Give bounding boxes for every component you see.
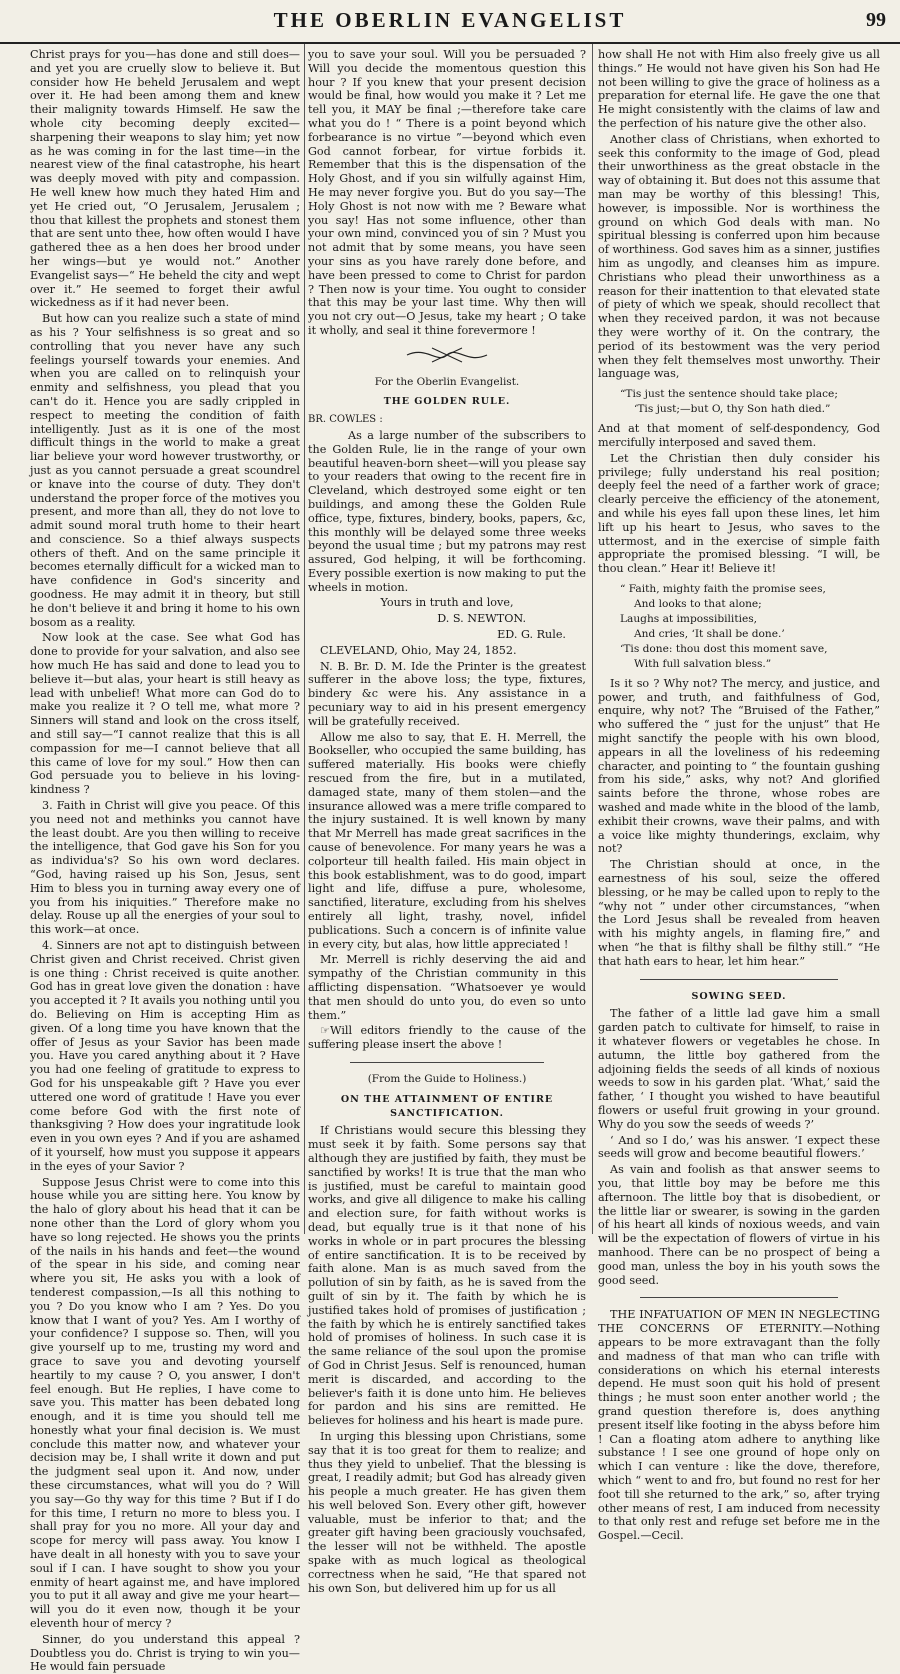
divider: [640, 979, 837, 980]
article-source: For the Oberlin Evangelist.: [374, 375, 520, 388]
divider: [350, 1062, 545, 1063]
poem-line: Laughs at impossibilities,: [620, 612, 758, 625]
page-title: THE OBERLIN EVANGELIST: [273, 8, 627, 32]
letter-dateline: CLEVELAND, Ohio, May 24, 1852.: [320, 643, 517, 657]
article-paragraph: Sinner, do you understand this appeal ? Doubtless you do. Christ is trying to win you—He would fain persuade: [30, 1632, 300, 1674]
column-rule: [304, 44, 305, 1234]
article-heading: ON THE ATTAINMENT OF ENTIRE SANCTIFICATION.: [340, 1093, 554, 1119]
article-paragraph: Mr. Merrell is richly deserving the aid and sympathy of the Christian community in this afflicting dispensation. “Whatsoever ye would that men should do unto you, do even so unto them.”: [308, 953, 586, 1022]
article-paragraph: If Christians would secure this blessing they must seek it by faith. Some persons say that although they are justified by faith, they must be sanctified by works! It is true that the man who is justified, must be careful to maintain good works, and give all diligence to make his calling and election sure, for faith without works is dead, but equally true is it that none of his works in whole or in part procures the blessing of entire sanctification. It is to be received by faith alone. Man is as much saved from the pollution of sin by faith, as he is saved from the guilt of sin by it. The faith by which he is justified takes hold of promises of justification ; the faith by which he is entirely sanctified takes hold of promises of holiness. In such case it is the same reliance of the soul upon the promise of God in Christ Jesus. Self is renounced, human merit is discarded, and according to the believer's faith it is done unto him. He believes for pardon and his sins are remitted. He believes for holiness and his heart is made pure.: [308, 1124, 586, 1428]
column-rule: [592, 44, 593, 1234]
article-heading: THE GOLDEN RULE.: [383, 396, 511, 408]
poem-line: “Tis just the sentence should take place;: [620, 388, 838, 401]
column-1: [30, 48, 300, 1674]
article-paragraph: THE INFATUATION OF MEN IN NEGLECTING THE CONCERNS OF ETERNITY.—Nothing appears to be more extravagant than the folly and madness of that man who can trifle with considerations on which his eternal interests depend. He must soon quit his hold of present things ; he must soon enter another world ; the grand question therefore is, does anything present itself like footing in the abyss before him ! Can a floating atom adhere to anything like substance ! I see one ground of hope only on which I can venture : like the dove, therefore, which “ went to and fro, but found no rest for her foot till she returned to the ark,” so, after trying other means of rest, I am induced from necessity to that only rest and refuge set before me in the Gospel.—Cecil.: [598, 1308, 880, 1543]
article-heading: SOWING SEED.: [691, 990, 787, 1002]
letter-body: As a large number of the subscribers to the Golden Rule, lie in the range of your own beautiful heaven-born sheet—will you please say to your readers that owing to the recent fire in Cleveland, which destroyed some eight or ten buildings, and among these the Golden Rule office, type, fixtures, bindery, books, papers, &c, this monthly will be delayed some three weeks beyond the usual time ; but my patrons may rest assured, God helping, it will be forthcoming. Every possible exertion is now making to put the wheels in motion.: [308, 428, 586, 594]
article-paragraph: Is it so ? Why not? The mercy, and justice, and power, and truth, and faithfulness of God, enquire, why not? The “Bruised of the Father,” who suffered the “ just for the unjust” that He might sanctify the people with his own blood, appears in all the loveliness of his redeeming character, and pointing to “ the fountain gushing from his side,” asks, why not? And glorified saints before the throne, whose robes are washed and made white in the blood of the lamb, exhibit their crowns, wave their palms, and with a voice like mighty thunderings, exclaim, why not?: [598, 676, 880, 856]
page-number: 99: [866, 9, 886, 31]
poem-quote: [620, 387, 880, 416]
article-paragraph: N. B. Br. D. M. Ide the Printer is the greatest sufferer in the above loss; the type, fixtures, bindery &c were his. Any assistance in a pecuniary way to aid in his present emergency will be gratefully received.: [308, 659, 586, 728]
poem-line: “ Faith, mighty faith the promise sees,: [620, 582, 826, 595]
article-paragraph: how shall He not with Him also freely give us all things.” He would not have given his Son had He not been willing to give the grace of holiness as a preparation for eternal life. He gave the one that He might consistently with the claims of law and the perfection of his nature give the other also.: [598, 48, 880, 130]
article-paragraph: And at that moment of self-despondency, God mercifully interposed and saved them.: [598, 422, 880, 449]
divider: [640, 1297, 837, 1298]
article-paragraph: ☞Will editors friendly to the cause of the suffering please insert the above !: [308, 1024, 586, 1052]
column-2: [308, 48, 586, 1595]
poem-line: ‘Tis done: thou dost this moment save,: [620, 642, 828, 655]
article-paragraph: ‘ And so I do,’ was his answer. ‘I expect these seeds will grow and become beautiful flowers.’: [598, 1133, 880, 1161]
column-3: [598, 48, 880, 1543]
article-paragraph: The father of a little lad gave him a small garden patch to cultivate for himself, to raise in it whatever flowers or vegetables he chose. In autumn, the little boy gathered from the adjoining fields the seeds of all kinds of noxious weeds to sow in his garden plat. ‘What,’ said the father, ‘ I thought you wished to have beautiful flowers or useful fruit growing in your ground. Why do you sow the seeds of weeds ?’: [598, 1007, 880, 1131]
flourish-ornament: [308, 344, 586, 370]
article-paragraph: Allow me also to say, that E. H. Merrell, the Bookseller, who occupied the same building, has suffered materially. His books were chiefly rescued from the fire, but in a mutilated, damaged state, many of them stolen—and the insurance allowed was a mere trifle compared to the injury sustained. It is well known by many that Mr Merrell has made great sacrifices in the cause of benevolence. For many years he was a colporteur till health failed. His main object in this book establishment, was to do good, impart light and life, diffuse a pure, wholesome, sanctified, literature, excluding from his shelves entirely all light, trashy, novel, infidel publications. Such a concern is of infinite value in every city, but alas, how little appreciated !: [308, 730, 586, 951]
letter-closing: Yours in truth and love,: [380, 596, 514, 610]
article-paragraph: But how can you realize such a state of mind as his ? Your selfishness is so great and so controlling that you never have any such feelings yourself towards your enemies. And when you are called on to relinquish your enmity and selfishness, you plead that you can't do it. Hence you are sadly crippled in respect to meeting the condition of faith intelligently. Just as it is one of the most difficult things in the world to make a great liar believe your word however trustworthy, or just as you cannot persuade a great scoundrel or knave into the course of duty. They don't understand the proper force of the motives you present, and more than all, they do not love to admit sound moral truth home to their heart and conscience. So a thief always suspects others of theft. And on the same principle it becomes eternally difficult for a wicked man to have confidence in God's sincerity and goodness. He may admit it in theory, but still he don't believe it and bring it home to his own bosom as a reality.: [30, 312, 300, 629]
article-paragraph: Let the Christian then duly consider his privilege; fully understand his real position; deeply feel the need of a farther work of grace; clearly perceive the efficiency of the atonement, and while his eyes fall upon these lines, let him lift up his heart to Jesus, who saves to the uttermost, and in the exercise of simple faith appropriate the promised blessing. “I will, be thou clean.” Hear it! Believe it!: [598, 451, 880, 576]
article-paragraph: In urging this blessing upon Christians, some say that it is too great for them to realize; and thus they yield to unbelief. That the blessing is great, I readily admit; but God has already given his people a much greater. He has given them his well beloved Son. Every other gift, however valuable, must be inferior to that; and the greater gift having been graciously vouchsafed, the lesser will not be withheld. The apostle spake with as much logical as theological correctness when he said, “He that spared not his own Son, but delivered him up for us all: [308, 1429, 586, 1595]
article-source: (From the Guide to Holiness.): [367, 1072, 527, 1085]
flourish-icon: [402, 344, 492, 366]
article-paragraph: Now look at the case. See what God has done to provide for your salvation, and also see how much He has said and done to lead you to believe it—but alas, your heart is still heavy as lead with unbelief! What more can God do to make you realize it ? O tell me, what more ? Sinners will stand and look on the cross itself, and still say—“I cannot realize that this is all compassion for me—I cannot believe that all this came of love for my soul.” How then can God persuade you to believe in his loving-kindness ?: [30, 631, 300, 797]
article-paragraph: Another class of Christians, when exhorted to seek this conformity to the image of God, plead their unworthiness as the great obstacle in the way of obtaining it. But does not this assume that man may be worthy of this blessing! This, however, is impossible. Nor is worthiness the ground on which God deals with man. No spiritual blessing is conferred upon him because of worthiness. God saves him as a sinner, justifies him as ungodly, and cleanses him as impure. Christians who plead their unworthiness as a reason for their inattention to that elevated state of piety of which we speak, should recollect that when they received pardon, it was not because they were worthy of it. On the contrary, the period of its bestowment was the very period when they felt themselves most unworthy. Their language was,: [598, 132, 880, 381]
poem-line: With full salvation bless.”: [634, 657, 772, 670]
letter-signature: D. S. NEWTON.: [437, 612, 526, 626]
article-paragraph: Christ prays for you—has done and still does—and yet you are cruelly slow to believe it. But consider how He beheld Jerusalem and wept over it. He had been among them and knew their malignity towards Himself. He saw the whole city becoming deeply excited—sharpening their weapons to slay him; yet now as he was coming in for the last time—in the nearest view of the final catastrophe, his heart was deeply moved with pity and compassion. He well knew how much they hated Him and yet He cried out, “O Jerusalem, Jerusalem ; thou that killest the prophets and stonest them that are sent unto thee, how often would I have gathered thee as a hen does her brood under her wings—but ye would not.” Another Evangelist says—“ He beheld the city and wept over it.” He seemed to forget their awful wickedness as if it had never been.: [30, 48, 300, 310]
poem-quote: [620, 582, 880, 671]
article-paragraph: you to save your soul. Will you be persuaded ? Will you decide the momentous question this hour ? If you knew that your present decision would be final, how would you make it ? Let me tell you, it MAY be final ;—therefore take care what you do ! “ There is a point beyond which forbearance is no virtue ”—beyond which even God cannot forbear, for virtue forbids it. Remember that this is the dispensation of the Holy Ghost, and if you sin wilfully against Him, He may never forgive you. But do you say—The Holy Ghost is not now with me ? Beware what you say! Has not some influence, other than your own mind, convinced you of sin ? Must you not admit that by some means, you have seen your sins as you have rarely done before, and have been pressed to come to Christ for pardon ? Then now is your time. You ought to consider that this may be your last time. Why then will you not cry out—O Jesus, take my heart ; O take it wholly, and seal it thine forevermore !: [308, 48, 586, 337]
poem-line: ‘Tis just;—but O, thy Son hath died.”: [634, 403, 831, 416]
letter-signature-title: ED. G. Rule.: [497, 628, 566, 642]
poem-line: And looks to that alone;: [634, 597, 762, 610]
article-paragraph: Suppose Jesus Christ were to come into this house while you are sitting here. You know by the halo of glory about his head that it can be none other than the Lord of glory whom you have so long rejected. He shows you the prints of the nails in his hands and feet—the wound of the spear in his side, and coming near where you sit, He asks you with a look of tenderest compassion,—Is all this nothing to you ? Do you know who I am ? Yes. Do you know that I want of you? Yes. Am I worthy of your confidence? I suppose so. Then, will you give yourself up to me, trusting my word and grace to save you and devoting yourself heartily to my cause ? O, you answer, I don't feel enough. But He replies, I have come to save you. This matter has been debated long enough, and it is time you should tell me honestly what your final decision is. We must conclude this matter now, and whatever your decision may be, I shall write it down and put the judgment seal upon it. And now, under these circumstances, what will you do ? Will you say—Go thy way for this time ? But if I do for this time, I return no more to bless you. I shall pray for you no more. All your day and scope for mercy will pass away. You know I have dealt in all honesty with you to save your soul if I can. I have sought to show you your enmity of heart against me, and have implored you to put it all away and give me your heart—will you do it even now, though it be your eleventh hour of mercy ?: [30, 1175, 300, 1631]
letter-salutation: BR. COWLES :: [308, 414, 383, 426]
article-paragraph: The Christian should at once, in the earnestness of his soul, seize the offered blessing, or he may be called upon to reply to the “why not ” under other circumstances, “when the Lord Jesus shall be revealed from heaven with his mighty angels, in flaming fire,” and when “he that is filthy shall be filthy still.” “He that hath ears to hear, let him hear.”: [598, 858, 880, 968]
poem-line: And cries, ‘It shall be done.’: [634, 627, 785, 640]
masthead: [0, 0, 900, 44]
article-paragraph: As vain and foolish as that answer seems to you, that little boy may be before me this afternoon. The little boy that is disobedient, or the little liar or swearer, is sowing in the garden of his heart all kinds of noxious weeds, and vain will be the expectation of flowers of virtue in his manhood. There can be no prospect of being a good man, unless the boy in his youth sows the good seed.: [598, 1163, 880, 1287]
article-paragraph: 4. Sinners are not apt to distinguish between Christ given and Christ received. Christ given is one thing : Christ received is quite another. God has in great love given the donation : have you accepted it ? It avails you nothing until you do. Believing on Him is accepting Him as given. Of a long time you have known that the offer of Jesus as your Savior has been made you. Have you cared anything about it ? Have you had one feeling of gratitude to express to God for his unspeakable gift ? Have you ever uttered one word of gratitude ! Have you ever come before God with the first note of thanksgiving ? How does your ingratitude look even in you own eyes ? And if you are ashamed of it yourself, how must you suppose it appears in the eyes of your Savior ?: [30, 939, 300, 1173]
article-paragraph: 3. Faith in Christ will give you peace. Of this you need not and methinks you cannot have the least doubt. Are you then willing to receive the intelligence, that God gave his Son for you as individua's? So his own word declares. “God, having raised up his Son, Jesus, sent Him to bless you in turning away every one of you from his iniquities.” Therefore make no delay. Rouse up all the energies of your soul to this work—at once.: [30, 799, 300, 937]
